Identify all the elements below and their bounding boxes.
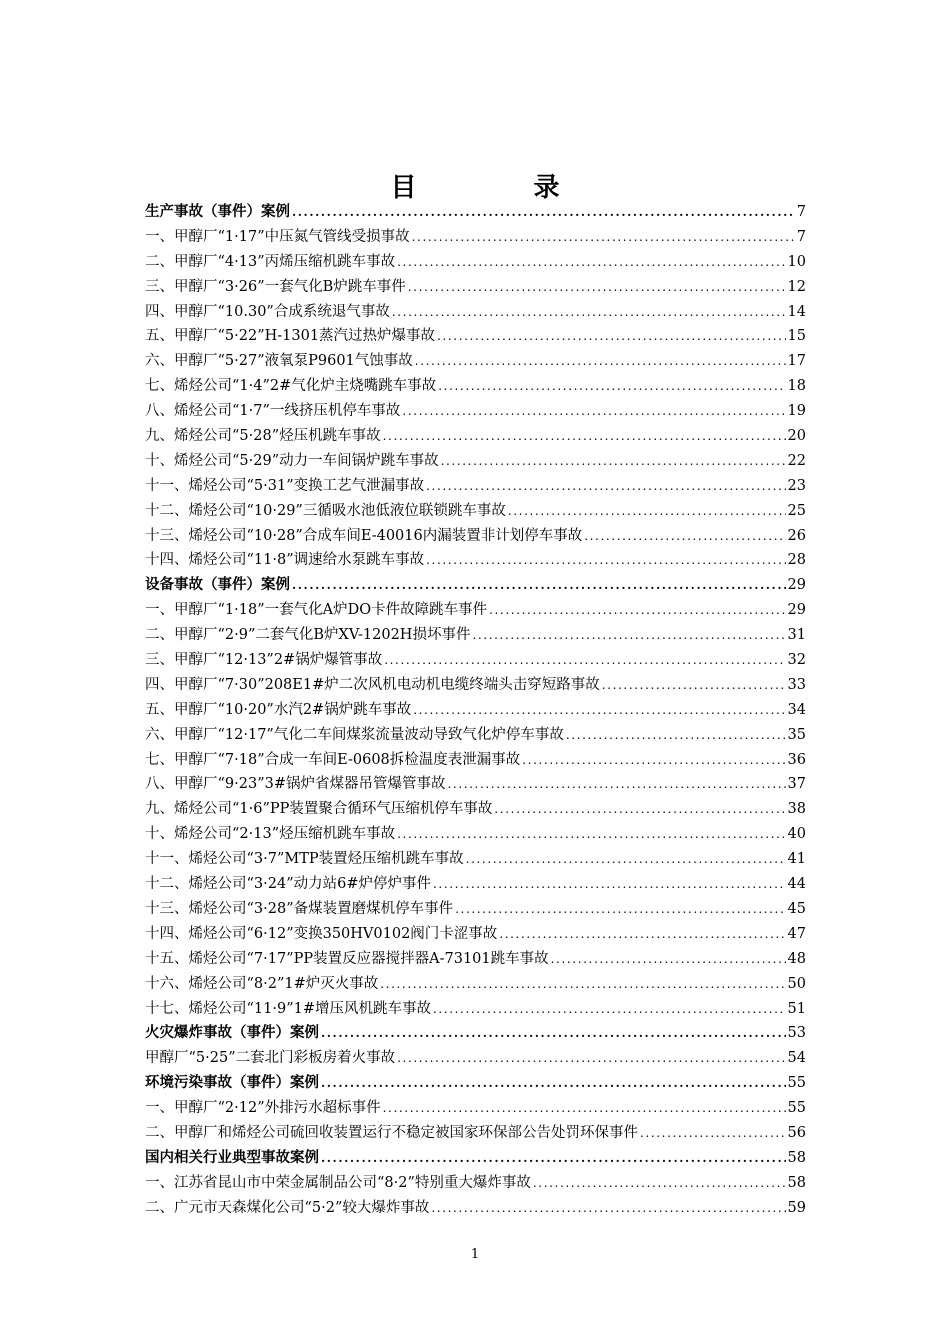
toc-entry-title: 十六、烯烃公司“8·2”1#炉灭火事故 [145,975,379,992]
toc-leader-dots [321,1071,786,1096]
toc-section-heading[interactable] [145,573,806,598]
toc-entry-page: 36 [787,751,806,768]
toc-leader-dots [508,499,786,524]
table-of-contents [145,200,806,1221]
toc-entry-title: 十、烯烃公司“5·29”动力一车间锅炉跳车事故 [145,452,439,469]
toc-entry-page: 15 [787,328,806,345]
toc-leader-dots [566,723,786,748]
toc-entry-title: 十三、烯烃公司“10·28”合成车间E-40016内漏装置非计划停车事故 [145,527,583,544]
toc-entry-page: 22 [787,452,806,469]
toc-entry[interactable] [145,673,806,698]
toc-entry-page: 33 [787,676,806,693]
toc-entry-title: 七、甲醇厂“7·18”合成一车间E-0608拆检温度表泄漏事故 [145,751,521,768]
toc-entry-page: 7 [796,228,806,245]
toc-entry[interactable] [145,449,806,474]
toc-entry[interactable] [145,947,806,972]
toc-entry-page: 56 [787,1124,806,1141]
toc-entry-page: 53 [787,1025,806,1042]
toc-entry-page: 28 [787,552,806,569]
toc-section-heading[interactable] [145,200,806,225]
toc-leader-dots [489,598,785,623]
toc-entry-title: 二、甲醇厂“4·13”丙烯压缩机跳车事故 [145,253,396,270]
toc-entry-title: 十四、烯烃公司“6·12”变换350HV0102阀门卡涩事故 [145,925,498,942]
toc-leader-dots [397,250,785,275]
toc-entry-title: 十四、烯烃公司“11·8”调速给水泵跳车事故 [145,552,425,569]
toc-entry[interactable] [145,822,806,847]
toc-entry-title: 一、甲醇厂“1·18”一套气化A炉DO卡件故障跳车事件 [145,602,488,619]
toc-entry[interactable] [145,524,806,549]
toc-leader-dots [384,648,785,673]
toc-entry[interactable] [145,424,806,449]
page-title: 目 录 [390,173,614,203]
toc-leader-dots [392,300,786,325]
toc-entry[interactable] [145,1046,806,1071]
toc-entry[interactable] [145,324,806,349]
toc-entry-page: 55 [787,1075,806,1092]
toc-entry-title: 甲醇厂“5·25”二套北门彩板房着火事故 [145,1050,396,1067]
toc-entry-page: 41 [787,851,806,868]
toc-entry[interactable] [145,499,806,524]
toc-entry-title: 八、烯烃公司“1·7”一线挤压机停车事故 [145,403,401,420]
toc-leader-dots [533,1171,786,1196]
toc-entry-page: 38 [787,801,806,818]
toc-leader-dots [415,349,786,374]
toc-entry-title: 二、广元市天森煤化公司“5·2”较大爆炸事故 [145,1199,430,1216]
toc-section-heading[interactable] [145,1071,806,1096]
toc-entry-page: 48 [787,950,806,967]
toc-entry-title: 三、甲醇厂“12·13”2#锅炉爆管事故 [145,652,383,669]
toc-entry-title: 八、甲醇厂“9·23”3#锅炉省煤器吊管爆管事故 [145,776,446,793]
toc-leader-dots [433,997,786,1022]
toc-entry-title: 十二、烯烃公司“10·29”三循吸水池低液位联锁跳车事故 [145,502,506,519]
toc-entry-title: 国内相关行业典型事故案例 [145,1148,319,1166]
toc-entry-page: 20 [787,428,806,445]
toc-entry-title: 环境污染事故（事件）案例 [145,1074,319,1092]
toc-entry[interactable] [145,897,806,922]
toc-entry[interactable] [145,225,806,250]
toc-entry[interactable] [145,872,806,897]
toc-leader-dots [551,947,786,972]
toc-entry-title: 一、甲醇厂“2·12”外排污水超标事件 [145,1100,381,1117]
toc-entry[interactable] [145,1121,806,1146]
toc-leader-dots [413,698,785,723]
toc-entry-title: 五、甲醇厂“5·22”H-1301蒸汽过热炉爆事故 [145,328,436,345]
toc-entry-title: 十三、烯烃公司“3·28”备煤装置磨煤机停车事件 [145,900,454,917]
toc-entry-page: 37 [787,776,806,793]
toc-entry[interactable] [145,1171,806,1196]
toc-entry-page: 31 [787,627,806,644]
toc-entry-page: 32 [787,652,806,669]
toc-leader-dots [380,972,785,997]
toc-leader-dots [433,872,786,897]
toc-entry-page: 14 [787,303,806,320]
toc-entry[interactable] [145,723,806,748]
toc-section-heading[interactable] [145,1021,806,1046]
toc-entry-title: 十一、烯烃公司“5·31”变换工艺气泄漏事故 [145,477,425,494]
toc-leader-dots [584,524,785,549]
toc-entry-title: 七、烯烃公司“1·4”2#气化炉主烧嘴跳车事故 [145,378,437,395]
toc-entry-page: 10 [787,253,806,270]
toc-entry[interactable] [145,997,806,1022]
toc-entry-page: 18 [787,378,806,395]
toc-leader-dots [383,424,786,449]
toc-entry-page: 54 [787,1050,806,1067]
toc-leader-dots [397,1046,785,1071]
toc-entry[interactable] [145,698,806,723]
toc-leader-dots [431,1196,785,1221]
toc-leader-dots [426,474,785,499]
toc-entry-page: 7 [796,204,806,220]
toc-leader-dots [437,324,785,349]
toc-entry-page: 23 [787,477,806,494]
toc-entry-title: 四、甲醇厂“7·30”208E1#炉二次风机电动机电缆终端头击穿短路事故 [145,676,600,693]
toc-entry-title: 九、烯烃公司“5·28”烃压机跳车事故 [145,428,381,445]
toc-entry-title: 四、甲醇厂“10.30”合成系统退气事故 [145,303,390,320]
toc-entry-title: 设备事故（事件）案例 [145,576,290,594]
toc-entry-title: 一、甲醇厂“1·17”中压氮气管线受损事故 [145,228,410,245]
toc-entry[interactable] [145,1196,806,1221]
toc-entry[interactable] [145,972,806,997]
toc-entry[interactable] [145,748,806,773]
toc-entry-title: 十七、烯烃公司“11·9”1#增压风机跳车事故 [145,1000,431,1017]
toc-entry-title: 十二、烯烃公司“3·24”动力站6#炉停炉事件 [145,876,431,893]
toc-entry-title: 一、江苏省昆山市中荣金属制品公司“8·2”特别重大爆炸事故 [145,1174,531,1191]
toc-leader-dots [397,822,785,847]
toc-entry-title: 六、甲醇厂“5·27”液氧泵P9601气蚀事故 [145,353,413,370]
toc-entry-page: 19 [787,403,806,420]
toc-entry-title: 十一、烯烃公司“3·7”MTP装置烃压缩机跳车事故 [145,851,464,868]
toc-leader-dots [494,797,785,822]
toc-entry[interactable] [145,648,806,673]
toc-leader-dots [441,449,786,474]
toc-entry-page: 12 [787,278,806,295]
toc-leader-dots [292,200,795,225]
toc-leader-dots [522,748,785,773]
toc-leader-dots [412,225,795,250]
toc-leader-dots [472,623,785,648]
toc-entry[interactable] [145,300,806,325]
toc-entry-page: 44 [787,876,806,893]
toc-entry-title: 生产事故（事件）案例 [145,203,290,220]
toc-entry-title: 火灾爆炸事故（事件）案例 [145,1024,319,1042]
toc-entry[interactable] [145,548,806,573]
toc-leader-dots [640,1121,786,1146]
toc-entry[interactable] [145,275,806,300]
toc-entry[interactable] [145,374,806,399]
toc-leader-dots [426,548,785,573]
toc-entry[interactable] [145,847,806,872]
toc-entry[interactable] [145,772,806,797]
toc-leader-dots [292,573,786,598]
toc-entry-page: 45 [787,900,806,917]
toc-leader-dots [466,847,786,872]
toc-entry-page: 50 [787,975,806,992]
toc-entry-title: 十五、烯烃公司“7·17”PP装置反应器搅拌器A-73101跳车事故 [145,950,549,967]
toc-entry-title: 十、烯烃公司“2·13”烃压缩机跳车事故 [145,826,396,843]
toc-entry-title: 九、烯烃公司“1·6”PP装置聚合循环气压缩机停车事故 [145,801,493,818]
toc-entry[interactable] [145,399,806,424]
toc-entry-page: 35 [787,726,806,743]
toc-entry[interactable] [145,1096,806,1121]
toc-leader-dots [455,897,785,922]
toc-leader-dots [438,374,785,399]
toc-entry-page: 40 [787,826,806,843]
page-number: 1 [470,1247,480,1262]
toc-entry[interactable] [145,250,806,275]
toc-entry-page: 58 [787,1149,806,1166]
toc-entry-page: 17 [787,353,806,370]
toc-entry-page: 25 [787,502,806,519]
toc-entry-title: 三、甲醇厂“3·26”一套气化B炉跳车事件 [145,278,406,295]
toc-entry-page: 26 [787,527,806,544]
toc-leader-dots [321,1021,786,1046]
toc-leader-dots [408,275,786,300]
toc-leader-dots [447,772,785,797]
toc-entry[interactable] [145,474,806,499]
toc-entry-page: 55 [787,1100,806,1117]
toc-entry[interactable] [145,349,806,374]
toc-entry-title: 二、甲醇厂“2·9”二套气化B炉XV-1202H损坏事件 [145,627,471,644]
toc-entry-page: 29 [787,602,806,619]
toc-entry[interactable] [145,797,806,822]
toc-entry-page: 58 [787,1174,806,1191]
toc-entry-page: 59 [787,1199,806,1216]
toc-leader-dots [321,1146,786,1171]
toc-entry[interactable] [145,623,806,648]
toc-entry-title: 五、甲醇厂“10·20”水汽2#锅炉跳车事故 [145,701,412,718]
toc-entry-title: 二、甲醇厂和烯烃公司硫回收装置运行不稳定被国家环保部公告处罚环保事件 [145,1124,638,1141]
toc-entry-page: 51 [787,1000,806,1017]
toc-entry-page: 29 [787,577,806,594]
toc-leader-dots [602,673,786,698]
toc-section-heading[interactable] [145,1146,806,1171]
toc-entry-page: 34 [787,701,806,718]
toc-leader-dots [499,922,785,947]
toc-entry[interactable] [145,598,806,623]
toc-leader-dots [383,1096,786,1121]
toc-entry[interactable] [145,922,806,947]
toc-entry-page: 47 [787,925,806,942]
toc-leader-dots [402,399,785,424]
toc-entry-title: 六、甲醇厂“12·17”气化二车间煤浆流量波动导致气化炉停车事故 [145,726,564,743]
